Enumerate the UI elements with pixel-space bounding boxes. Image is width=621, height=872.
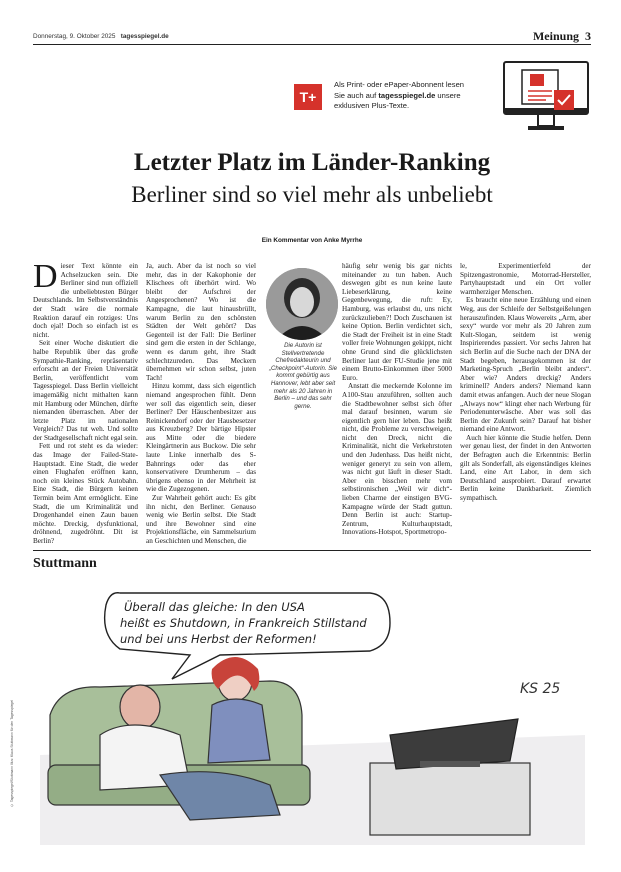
- speech-line-3: und bei uns Herbst der Reformen!: [120, 632, 317, 646]
- man-figure: [120, 685, 160, 729]
- portrait-caption: Die Autorin ist Stellvertretende Chefredakteurin und „Checkpoint“-Autorin. Sie kommt gebürtig aus Hannover, lebt aber seit mehr als 20 Jahren in Berlin – und das sehr gerne.: [268, 342, 338, 410]
- tv-cabinet: [370, 763, 530, 835]
- paragraph: Fett und rot steht es da wieder: das Image der Failed-State-Hauptstadt. Eine Stadt, die weder einen Flughafen eröffnen kann, noch ein kleines Stück Autobahn. Eine Stadt, die Bürgern keinen Termin beim Amt ermöglicht. Eine Stadt, die um Kriminalität und Drogenhandel einen Zaun bauen möchte. Dreckig, dysfunktional, dröhnend, zugedröhnt. Dit ist Berlin?: [33, 442, 138, 545]
- paragraph: Dieser Text könnte ein Achselzucken sein. Die Berliner sind nun offiziell die unbeliebtesten Bürger Deutschlands. Im Selbstverständnis der Stadt wäre die normale Reaktion darauf ein rotziges: Uns doch ejal! Doch so einfach ist es nicht.: [33, 258, 138, 339]
- drop-cap: D: [33, 258, 58, 295]
- header-site: tagesspiegel.de: [120, 33, 169, 40]
- paragraph: Hinzu kommt, dass sich eigentlich niemand angesprochen fühlt. Denn wer soll das eigentlich sein, dieser Berliner? Der Häuschenbesitzer aus Reinickendorf oder der Hausbesetzer aus Kreuzberg? Der bärtige Hipster aus Mitte oder die biedere Kleingärtnerin aus Buckow. Die sehr laute Linke innerhalb des S-Bahnrings oder das eher konservativere Drumherum – das übrigens ebenso in der Mehrheit ist wie die Zugezogenen.: [146, 382, 256, 494]
- monitor-icon: [500, 56, 592, 138]
- promo-link[interactable]: tagesspiegel.de: [378, 90, 436, 100]
- promo-line2: Sie auch auf tagesspiegel.de unsere: [334, 90, 461, 100]
- portrait-image: [266, 268, 338, 340]
- author-portrait: [266, 268, 338, 340]
- article-column-1: [33, 258, 138, 546]
- cartoon-credit: © Tagesspiegel/Stuttmann Illus: Klaus Stuttmann für den Tagesspiegel: [10, 700, 14, 807]
- promo-text: [334, 80, 484, 112]
- header-dateline: [33, 33, 169, 40]
- paragraph: häufig sehr wenig bis gar nichts miteinander zu tun haben. Auch deswegen gibt es nun keine laute Liebeserklärung, keine Gegenbewegung, die ruft: Ey, Hamburg, was erlaubst du, uns nicht zurückzulieben?! Doch Zuschauen ist keine Option. Berlin verdichtet sich, die Stadt der Freiheit ist in eine Stadt voller freie Wohnungen gekippt, nicht ohne Grund sind die glücklichsten Berliner laut der FU-Studie jene mit einem Brutto-Einkommen über 5000 Euro.: [342, 262, 452, 382]
- header-section: [533, 29, 591, 44]
- paragraph: Es braucht eine neue Erzählung und einen Weg, aus der Schleife der Selbstgeißelungen herauszufinden. Klaus Wowereits „Arm, aber sexy“ wurde vor mehr als 20 Jahren zum Kult-Slogan, seitdem ist wenig Inspirierendes passiert. Vor sechs Jahren hat sich Berlin auf die Suche nach der DNA der Stadt begeben, herausgekommen ist der Marketing-Spruch „Berlin bleibt anders“. Aber wie? Anders dreckig? Anders kriminell? Anders anders? Niemand kann damit etwas anfangen. Auch der neue Slogan „Always now“ klingt eher nach Werbung für Periodenunterwäsche. Aber was soll das Berlin der Zukunft sein? Darauf hat bisher niemand eine Antwort.: [460, 296, 591, 434]
- article-subtitle: Berliner sind so viel mehr als unbeliebt: [131, 182, 493, 207]
- paragraph: Anstatt die meckernde Kolonne im A100-Stau anzuführen, sollten auch die Stadtbewohner selbst sich öfter mal darauf besinnen, warum sie eigentlich gern hier leben. Das heißt nicht, die Probleme zu verschweigen, nicht den Dreck, nicht die Kriminalität, nicht die Verkehrstoten und den Judenhass. Das heißt nicht, weniger generyt zu sein von allem, was nicht gut läuft in dieser Stadt. Aber ein bisschen mehr vom selbstironischen „Weil wir dich“-lieben Charme der einstigen BVG-Kampagne würde der Stadt guttun. Denn Berlin ist auch: Startup-Zentrum, Kulturhauptstadt, Innovations-Hotspot, Sportmetropo-: [342, 382, 452, 537]
- article-column-2: [146, 262, 256, 546]
- article-column-3: [342, 262, 452, 537]
- paragraph: Ja, auch. Aber da ist noch so viel mehr, das in der Kakophonie der Klischees oft überhört wird. Wo bleibt der Aufschrei der Angesprochenen? Wo ist die Kampagne, die laut hinausbrüllt, warum Berlin zu den schönsten Städten der Welt gehört? Das Gegenteil ist der Fall: Die Berliner sind gern die ersten in der Schlange, wenn es darum geht, ihre Stadt schlechtzureden. Das Meckern übernehmen wir schon selbst, juten Tach!: [146, 262, 256, 382]
- paragraph: Seit einer Woche diskutiert die halbe Republik über das große Sympathie-Ranking, repräsentativ erforscht an der Freien Universität Berlin, veröffentlicht vom Tagesspiegel. Dass Berlin vielleicht imagemäßig nicht mithalten kann mit Hamburg oder München, dürfte niemanden überraschen. Aber der letzte Platz im nationalen Vergleich? Das tut weh. Und sollte der Stadtgesellschaft nicht egal sein.: [33, 339, 138, 442]
- section-rule: [33, 550, 591, 551]
- page-number: 3: [585, 29, 591, 43]
- tplus-badge[interactable]: T+: [294, 84, 322, 110]
- paragraph: le, Experimentierfeld der Spitzengastronomie, Motorrad-Hersteller, Partyhauptstadt und ein Ort voller warmherziger Menschen.: [460, 262, 591, 296]
- top-rule: [33, 44, 591, 45]
- speech-line-2: heißt es Shutdown, in Frankreich Stillstand: [120, 616, 367, 630]
- article-title: Letzter Platz im Länder-Ranking: [133, 149, 491, 176]
- byline: Ein Kommentar von Anke Myrrhe: [261, 237, 363, 244]
- cartoon-section-title: Stuttmann: [33, 556, 97, 571]
- header-date: Donnerstag, 9. Oktober 2025: [33, 33, 116, 40]
- promo-line3: exklusiven Plus-Texte.: [334, 101, 410, 110]
- cartoon-illustration: [40, 585, 585, 845]
- speech-line-1: Überall das gleiche: In den USA: [124, 600, 305, 614]
- section-name: Meinung: [532, 29, 579, 43]
- promo-line1: Als Print- oder ePaper-Abonnent lesen: [334, 80, 465, 89]
- cartoon-signature: KS 25: [520, 681, 561, 697]
- article-column-4: [460, 262, 591, 503]
- paragraph: Zur Wahrheit gehört auch: Es gibt ihn nicht, den Berliner. Genauso wenig wie Berlin selbst. Die Stadt und ihre Bewohner sind eine Projektionsfläche, ein Sammelsurium an Geschichten und Menschen, die: [146, 494, 256, 545]
- paragraph: Auch hier könnte die Studie helfen. Denn wer genau liest, der findet in den Antworten der Befragten auch die Erkenntnis: Berlin gilt als Sonderfall, als eigenständiges kleines Land, eine Art Labor, in dem sich Deutschland ausprobiert. Darauf erwartet Berlin keine Dankbarkeit. Ziemlich sympathisch.: [460, 433, 591, 503]
